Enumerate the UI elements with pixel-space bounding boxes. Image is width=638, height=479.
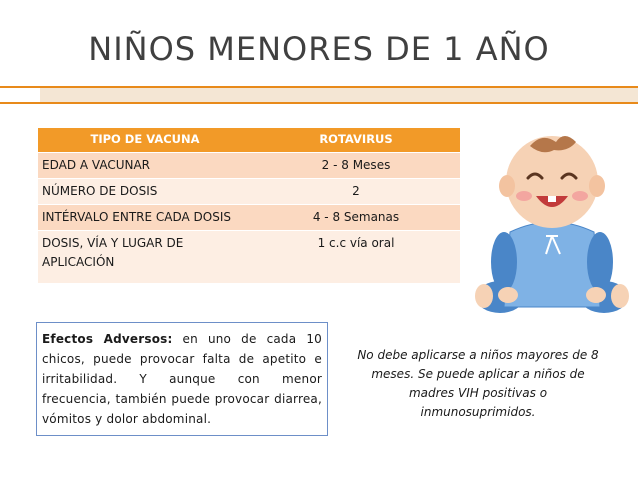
title-band-gap <box>0 88 38 102</box>
table-row <box>38 205 460 231</box>
adverse-effects-heading: Efectos Adversos: <box>42 332 173 346</box>
baby-icon <box>472 112 632 322</box>
baby-cheek-right <box>572 191 588 201</box>
baby-arm-left <box>491 232 517 292</box>
title-band <box>40 86 638 102</box>
row-label: NÚMERO DE DOSIS <box>38 179 252 205</box>
baby-foot-left <box>475 284 493 308</box>
row-value: 2 - 8 Meses <box>252 153 460 179</box>
row-value: 4 - 8 Semanas <box>252 205 460 231</box>
table-header-value: ROTAVIRUS <box>252 128 460 153</box>
baby-hand-left <box>498 287 518 303</box>
baby-tooth <box>548 196 556 202</box>
baby-arm-right <box>587 232 613 292</box>
row-value: 1 c.c vía oral <box>252 231 460 284</box>
table-row <box>38 153 460 179</box>
table-row <box>38 231 460 284</box>
row-value: 2 <box>252 179 460 205</box>
adverse-effects-box <box>36 322 328 436</box>
title-rule-bottom <box>0 102 638 104</box>
baby-hand-right <box>586 287 606 303</box>
application-note: No debe aplicarse a niños mayores de 8 meses. Se puede aplicar a niños de madres VIH positivas o inmunosuprimidos. <box>357 348 599 419</box>
table-header-label: TIPO DE VACUNA <box>38 128 252 153</box>
row-label: DOSIS, VÍA Y LUGAR DE APLICACIÓN <box>38 231 252 284</box>
table-row <box>38 179 460 205</box>
baby-ear-right <box>589 175 605 197</box>
baby-body <box>504 222 600 307</box>
row-label: INTÉRVALO ENTRE CADA DOSIS <box>38 205 252 231</box>
baby-ear-left <box>499 175 515 197</box>
baby-cheek-left <box>516 191 532 201</box>
adverse-effects-text: en uno de cada 10 chicos, puede provocar falta de apetito e irritabilidad. Y aunque con menor frecuencia, también puede provocar diarrea, vómitos y dolor abdominal. <box>42 332 322 426</box>
page-title: NIÑOS MENORES DE 1 AÑO <box>88 30 550 68</box>
table-header-row <box>38 128 460 153</box>
vaccine-table <box>38 128 460 284</box>
row-label: EDAD A VACUNAR <box>38 153 252 179</box>
title-rule-top <box>0 86 638 88</box>
baby-foot-right <box>611 284 629 308</box>
